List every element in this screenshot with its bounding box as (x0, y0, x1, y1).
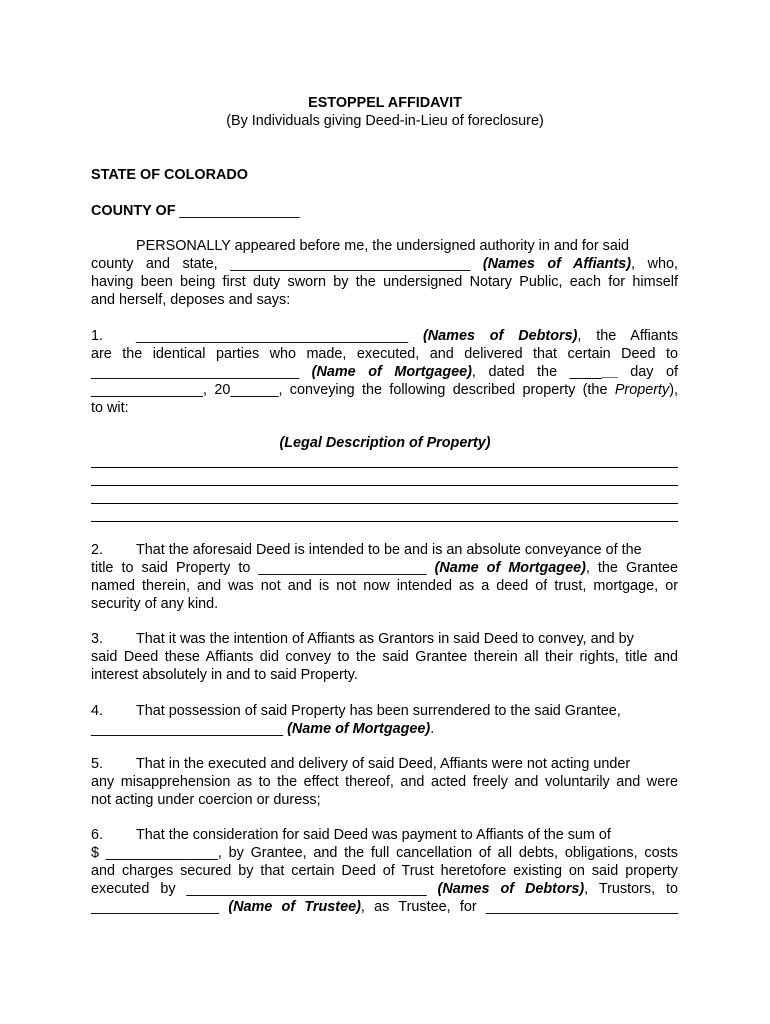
p2-line-2 (91, 559, 678, 577)
names-of-affiants-label: (Names of Affiants) (482, 256, 632, 272)
intro-blank: county and state, ______________________________ (91, 256, 483, 272)
day-of-text: day of (617, 364, 679, 380)
legal-description-label: (Legal Description of Property) (279, 435, 491, 451)
p4-period: . (430, 721, 435, 737)
mortgagee-blank: ________________________ (91, 721, 288, 737)
p5-line-2: any misapprehension as to the effect thereof, and acted freely and voluntarily and were (91, 774, 678, 790)
names-of-debtors-label: (Names of Debtors) (422, 328, 578, 344)
p4-line-1: That possession of said Property has been surrendered to the said Grantee, (136, 703, 621, 719)
legal-description-line (91, 485, 678, 486)
p1-line-5: to wit: (91, 400, 129, 416)
p3-line-3: interest absolutely in and to said Property. (91, 667, 358, 683)
p6-line-4 (91, 880, 678, 898)
county-label: COUNTY OF (91, 203, 176, 219)
p2-line-3: named therein, and was not and is not now intended as a deed of trust, mortgage, or (91, 578, 678, 594)
name-of-mortgagee-label: (Name of Mortgagee) (434, 560, 586, 576)
p6-line-2: $ ______________, by Grantee, and the full cancellation of all debts, obligations, costs (91, 845, 678, 861)
p6-trustors-text: , Trustors, to (584, 881, 679, 897)
trustee-blank: ________________ (91, 899, 229, 915)
executed-by-blank: executed by ______________________________ (91, 881, 438, 897)
p3-number: 3. (91, 631, 104, 647)
intro-line-1: PERSONALLY appeared before me, the undersigned authority in and for said (136, 238, 630, 254)
p1-line-4 (91, 381, 678, 399)
grantee-blank: title to said Property to _____________________ (91, 560, 435, 576)
intro-text: , who, (631, 256, 678, 272)
p5-number: 5. (91, 756, 104, 772)
p1-number: 1. (91, 328, 104, 344)
document-title: ESTOPPEL AFFIDAVIT (308, 95, 462, 111)
debtors-blank: __________________________________ (136, 328, 423, 344)
p2-text: , the Grantee (585, 560, 678, 576)
p2-number: 2. (91, 542, 104, 558)
name-of-trustee-label: (Name of Trustee) (228, 899, 361, 915)
state-heading: STATE OF COLORADO (91, 167, 248, 183)
property-term: Property (614, 382, 670, 398)
p6-line-3: and charges secured by that certain Deed of Trust heretofore existing on said property (91, 863, 678, 879)
p1-text: , the Affiants (577, 328, 679, 344)
day-blank: __ (601, 364, 618, 380)
p3-line-1: That it was the intention of Affiants as Grantors in said Deed to convey, and by (136, 631, 634, 647)
intro-line-4: and herself, deposes and says: (91, 292, 291, 308)
intro-line-2 (91, 255, 678, 273)
p1-line-2: are the identical parties who made, executed, and delivered that certain Deed to (91, 346, 678, 362)
p4-number: 4. (91, 703, 104, 719)
p6-line-5 (91, 898, 678, 916)
legal-description-line (91, 521, 678, 522)
p4-line-2 (91, 720, 434, 738)
p1-line-3 (91, 363, 678, 381)
name-of-mortgagee-label: (Name of Mortgagee) (287, 721, 431, 737)
p3-line-2: said Deed these Affiants did convey to the said Grantee therein all their rights, title and (91, 649, 678, 665)
p6-trustee-text: , as Trustee, for ________________________ (360, 899, 678, 915)
date-blank: ______________, 20______, conveying the following described property (the (91, 382, 615, 398)
legal-description-line (91, 467, 678, 468)
p6-number: 6. (91, 827, 104, 843)
names-of-debtors-label: (Names of Debtors) (437, 881, 585, 897)
county-line (91, 202, 300, 220)
document-subtitle: (By Individuals giving Deed-in-Lieu of foreclosure) (226, 113, 544, 129)
p5-line-3: not acting under coercion or duress; (91, 792, 321, 808)
p1-line-1 (136, 327, 678, 345)
name-of-mortgagee-label: (Name of Mortgagee) (311, 364, 472, 380)
legal-description-line (91, 503, 678, 504)
county-blank: _______________ (179, 203, 300, 219)
intro-line-3: having been being first duty sworn by the undersigned Notary Public, each for himself (91, 274, 678, 290)
mortgagee-blank: __________________________ (91, 364, 312, 380)
p1-text-end: ), (669, 382, 678, 398)
p2-line-4: security of any kind. (91, 596, 219, 612)
p1-dated-text: , dated the ____ (471, 364, 602, 380)
p2-line-1: That the aforesaid Deed is intended to be and is an absolute conveyance of the (136, 542, 642, 558)
p6-line-1: That the consideration for said Deed was payment to Affiants of the sum of (136, 827, 611, 843)
p5-line-1: That in the executed and delivery of said Deed, Affiants were not acting under (136, 756, 631, 772)
